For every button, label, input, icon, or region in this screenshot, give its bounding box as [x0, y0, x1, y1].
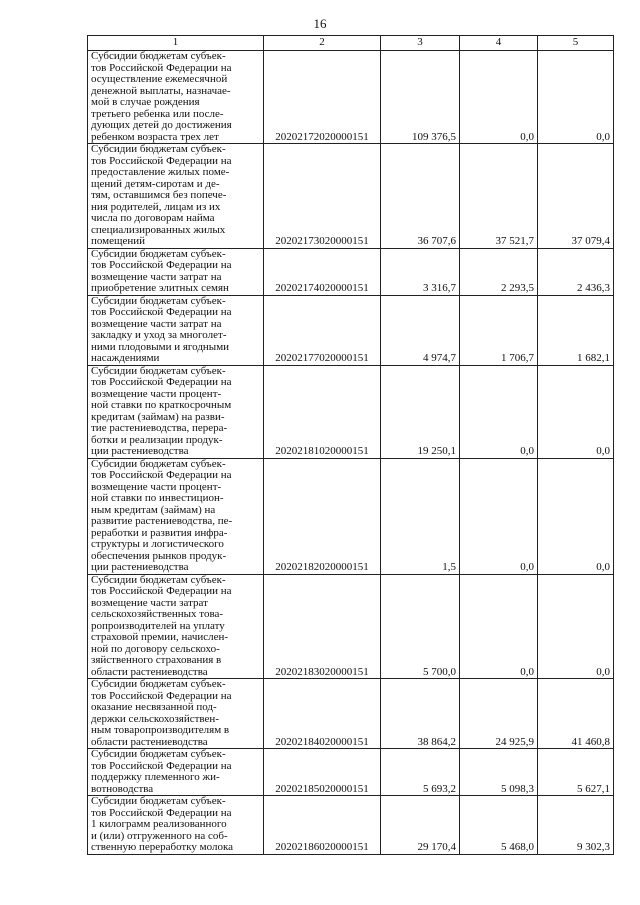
row-value-col3: 38 864,2 — [381, 679, 460, 749]
table-row — [88, 796, 614, 855]
row-value-col5: 0,0 — [538, 365, 614, 458]
row-value-col5: 9 302,3 — [538, 796, 614, 855]
row-value-col5: 0,0 — [538, 574, 614, 679]
row-name-cell: Субсидии бюджетам субъек- тов Российской Федерации на осуществление ежемесячной денежной выплаты, назначае- мой в случае рождения третьего ребенка или после- дующих детей до достижения ребенком возраста трех лет — [88, 51, 264, 144]
row-name-cell: Субсидии бюджетам субъек- тов Российской Федерации на возмещение части затрат на закладку и уход за многолет- ними плодовыми и ягодными насаждениями — [88, 295, 264, 365]
row-code-cell: 20202177020000151 — [264, 295, 381, 365]
row-value-col4: 37 521,7 — [460, 144, 538, 249]
row-name-cell: Субсидии бюджетам субъек- тов Российской Федерации на оказание несвязанной под- держки сельскохозяйствен- ным товаропроизводителям в области растениеводства — [88, 679, 264, 749]
row-code-cell: 20202183020000151 — [264, 574, 381, 679]
column-header-2: 2 — [264, 36, 381, 51]
row-value-col3: 5 693,2 — [381, 749, 460, 796]
row-value-col4: 0,0 — [460, 458, 538, 574]
row-value-col5: 5 627,1 — [538, 749, 614, 796]
row-name-cell: Субсидии бюджетам субъек- тов Российской Федерации на поддержку племенного жи- вотноводства — [88, 749, 264, 796]
row-name-cell: Субсидии бюджетам субъек- тов Российской Федерации на предоставление жилых поме- щений детям-сиротам и де- тям, оставшимся без попече- ния родителей, лицам из их числа по договорам найма специализированных жилых помещений — [88, 144, 264, 249]
row-code-cell: 20202181020000151 — [264, 365, 381, 458]
row-name-cell: Субсидии бюджетам субъек- тов Российской Федерации на возмещение части процент- ной ставки по краткосрочным кредитам (займам) на разви- тие растениеводства, перера- ботки и реализации продук- ции растениеводства — [88, 365, 264, 458]
row-value-col4: 5 468,0 — [460, 796, 538, 855]
row-code-cell: 20202186020000151 — [264, 796, 381, 855]
row-name-cell: Субсидии бюджетам субъек- тов Российской Федерации на возмещение части затрат на приобретение элитных семян — [88, 248, 264, 295]
row-value-col5: 0,0 — [538, 458, 614, 574]
row-code-cell: 20202185020000151 — [264, 749, 381, 796]
row-value-col3: 4 974,7 — [381, 295, 460, 365]
row-value-col4: 1 706,7 — [460, 295, 538, 365]
table-row — [88, 248, 614, 295]
row-value-col5: 41 460,8 — [538, 679, 614, 749]
row-value-col3: 19 250,1 — [381, 365, 460, 458]
table-row — [88, 749, 614, 796]
row-value-col4: 0,0 — [460, 365, 538, 458]
row-code-cell: 20202174020000151 — [264, 248, 381, 295]
table-row — [88, 365, 614, 458]
budget-table — [87, 35, 614, 855]
row-value-col3: 29 170,4 — [381, 796, 460, 855]
row-value-col3: 3 316,7 — [381, 248, 460, 295]
table-row — [88, 51, 614, 144]
row-name-cell: Субсидии бюджетам субъек- тов Российской Федерации на 1 килограмм реализованного и (или) отгруженного на соб- ственную переработку молока — [88, 796, 264, 855]
table-row — [88, 458, 614, 574]
row-value-col4: 2 293,5 — [460, 248, 538, 295]
row-value-col5: 2 436,3 — [538, 248, 614, 295]
table-row — [88, 679, 614, 749]
row-code-cell: 20202184020000151 — [264, 679, 381, 749]
table-row — [88, 144, 614, 249]
table-row — [88, 295, 614, 365]
table-header-row — [88, 36, 614, 51]
row-code-cell: 20202172020000151 — [264, 51, 381, 144]
row-value-col4: 0,0 — [460, 574, 538, 679]
row-value-col4: 24 925,9 — [460, 679, 538, 749]
row-code-cell: 20202182020000151 — [264, 458, 381, 574]
row-code-cell: 20202173020000151 — [264, 144, 381, 249]
table-row — [88, 574, 614, 679]
row-value-col5: 37 079,4 — [538, 144, 614, 249]
row-value-col4: 0,0 — [460, 51, 538, 144]
row-name-cell: Субсидии бюджетам субъек- тов Российской Федерации на возмещение части затрат сельскохозяйственных това- ропроизводителей на уплату страховой премии, начислен- ной по договору сельскохо- зяйственного страхования в области растениеводства — [88, 574, 264, 679]
row-value-col5: 0,0 — [538, 51, 614, 144]
page-number: 16 — [313, 16, 327, 31]
row-value-col3: 109 376,5 — [381, 51, 460, 144]
row-value-col3: 36 707,6 — [381, 144, 460, 249]
column-header-1: 1 — [88, 36, 264, 51]
row-value-col3: 5 700,0 — [381, 574, 460, 679]
row-value-col4: 5 098,3 — [460, 749, 538, 796]
row-name-cell: Субсидии бюджетам субъек- тов Российской Федерации на возмещение части процент- ной ставки по инвестицион- ным кредитам (займам) на развитие растениеводства, пе- реработки и развития инфра- структуры и логистического обеспечения рынков продук- ции растениеводства — [88, 458, 264, 574]
column-header-4: 4 — [460, 36, 538, 51]
column-header-3: 3 — [381, 36, 460, 51]
row-value-col5: 1 682,1 — [538, 295, 614, 365]
row-value-col3: 1,5 — [381, 458, 460, 574]
column-header-5: 5 — [538, 36, 614, 51]
